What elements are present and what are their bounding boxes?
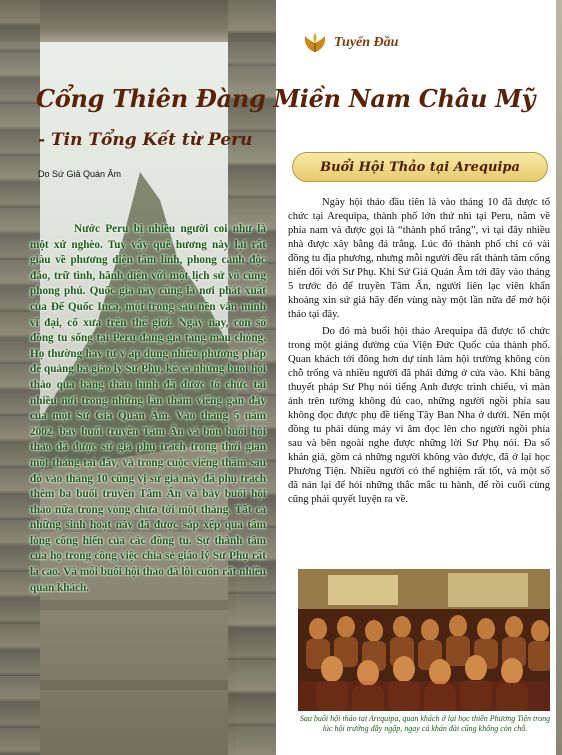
brand-text: Tuyến Đầu — [334, 35, 399, 50]
hands-lotus-icon — [302, 32, 328, 54]
byline: Do Sứ Giả Quán Âm — [38, 169, 122, 179]
section-brand — [302, 30, 398, 56]
body-paragraph-2: Do đó mà buổi hội thảo Arequipa đã được tổ chức trong một giảng đường của Viện Đức Quốc của thành phố. Quan khách tới đông hơn dự tính làm hội trường không còn chỗ trống và nhiều người đã phải đứng ở cửa vào. Khi băng thuyết pháp Sư Phụ nói tiếng Anh được trình chiếu, vì màn ảnh trên tường không đủ cao, những người ngồi phía sau không đọc được phụ đề tiếng Tây Ban Nha ở dưới. Nên một đồng tu phải dùng máy vi âm đọc lên cho người ngồi phía sau và bên ngoài nghe được những lời Sư Phụ nói. Đa số khán giả, gồm cả những người không vào được, đã ở lại học Phương Tiện. Nhiều người có thể nghiệm rất tốt, và một số đã nán lại để hỏi những thắc mắc tu hành, để rồi cuối cùng cũng phải quyết luyện ra về. — [288, 326, 550, 505]
intro-paragraph: Nước Peru bị nhiều người coi như là một xứ nghèo. Tuy vậy quê hương này lại rất giàu về phương diện tâm linh, phong cảnh độc đáo, trữ tình, hãnh diện với một lịch sử vô cùng phong phú. Quốc gia này cũng là nơi phát xuất của Đế Quốc Inca, một trong sáu nền văn minh vĩ đại, cổ xưa trên thế giới. Ngày nay, con số đồng tu sống tại Peru đang gia tăng mau chóng. Họ thường hay tự ý áp dụng nhiều phương pháp để quảng bá giáo lý Sư Phụ, kể cả những buổi hội thảo qua băng thâu hình đã được tổ chức tại nhiều nơi trong những lần thăm viếng gần đây của một Sứ Giả Quán Âm. Vào tháng 5 năm 2002, bảy buổi truyền Tâm Ấn và bốn buổi hội thảo đã được sứ giả phụ trách trong thời gian một tháng tại đây, và trong cuộc viếng thăm sau đó vào tháng 10 cũng vị sứ giả này đã phụ trách thêm ba buổi truyền Tâm Ấn và bảy buổi hội thảo nữa trong vòng chưa tới một tháng. Tất cả những sinh hoạt này đã được sắp xếp qua tấm lòng cống hiến của các đồng tu. Sự thành tâm của họ trong công việc chia sẻ giáo lý Sư Phụ rất là cao. Và mỗi buổi hội thảo đã lôi cuốn rất nhiều quan khách. — [30, 223, 267, 594]
section-heading-text: Buổi Hội Thảo tại Arequipa — [320, 159, 520, 175]
section-heading-banner — [292, 152, 548, 182]
body-paragraph-1: Ngày hội thảo đầu tiên là vào tháng 10 đã được tổ chức tại Arequipa, thành phố lớn thứ nhì tại Peru, nằm về phía nam và được gọi là “thành phố trắng”, vì tại đây nhiều nhà được xây bằng đá trắng. Lúc đó thành phố chỉ có vài đồng tu địa phương, nhưng mỗi người đều rất thành tâm cống hiến đối với Sư Phụ. Khi Sứ Giả Quán Âm tới đây vào tháng 5 trước đó để truyền Tâm Ấn, người liên lạc viên khẩn khoảng xin sứ giả hãy đến vùng này một lần nữa để mở hội thảo tại đây. — [288, 197, 550, 320]
article-title: Cổng Thiên Đàng Miền Nam Châu Mỹ — [36, 84, 536, 113]
article-subtitle: - Tin Tổng Kết từ Peru — [38, 130, 253, 150]
page-edge-photo-strip — [556, 0, 562, 755]
section-body — [288, 196, 550, 510]
seminar-photo — [298, 569, 550, 711]
seminar-audience-illustration — [298, 569, 550, 711]
photo-caption: Sau buổi hội thảo tại Arequipa, quan khách ở lại học thiền Phương Tiện trong lúc hội trường đầy ngập, ngay cả khán đài cũng không còn chỗ. — [299, 714, 551, 734]
